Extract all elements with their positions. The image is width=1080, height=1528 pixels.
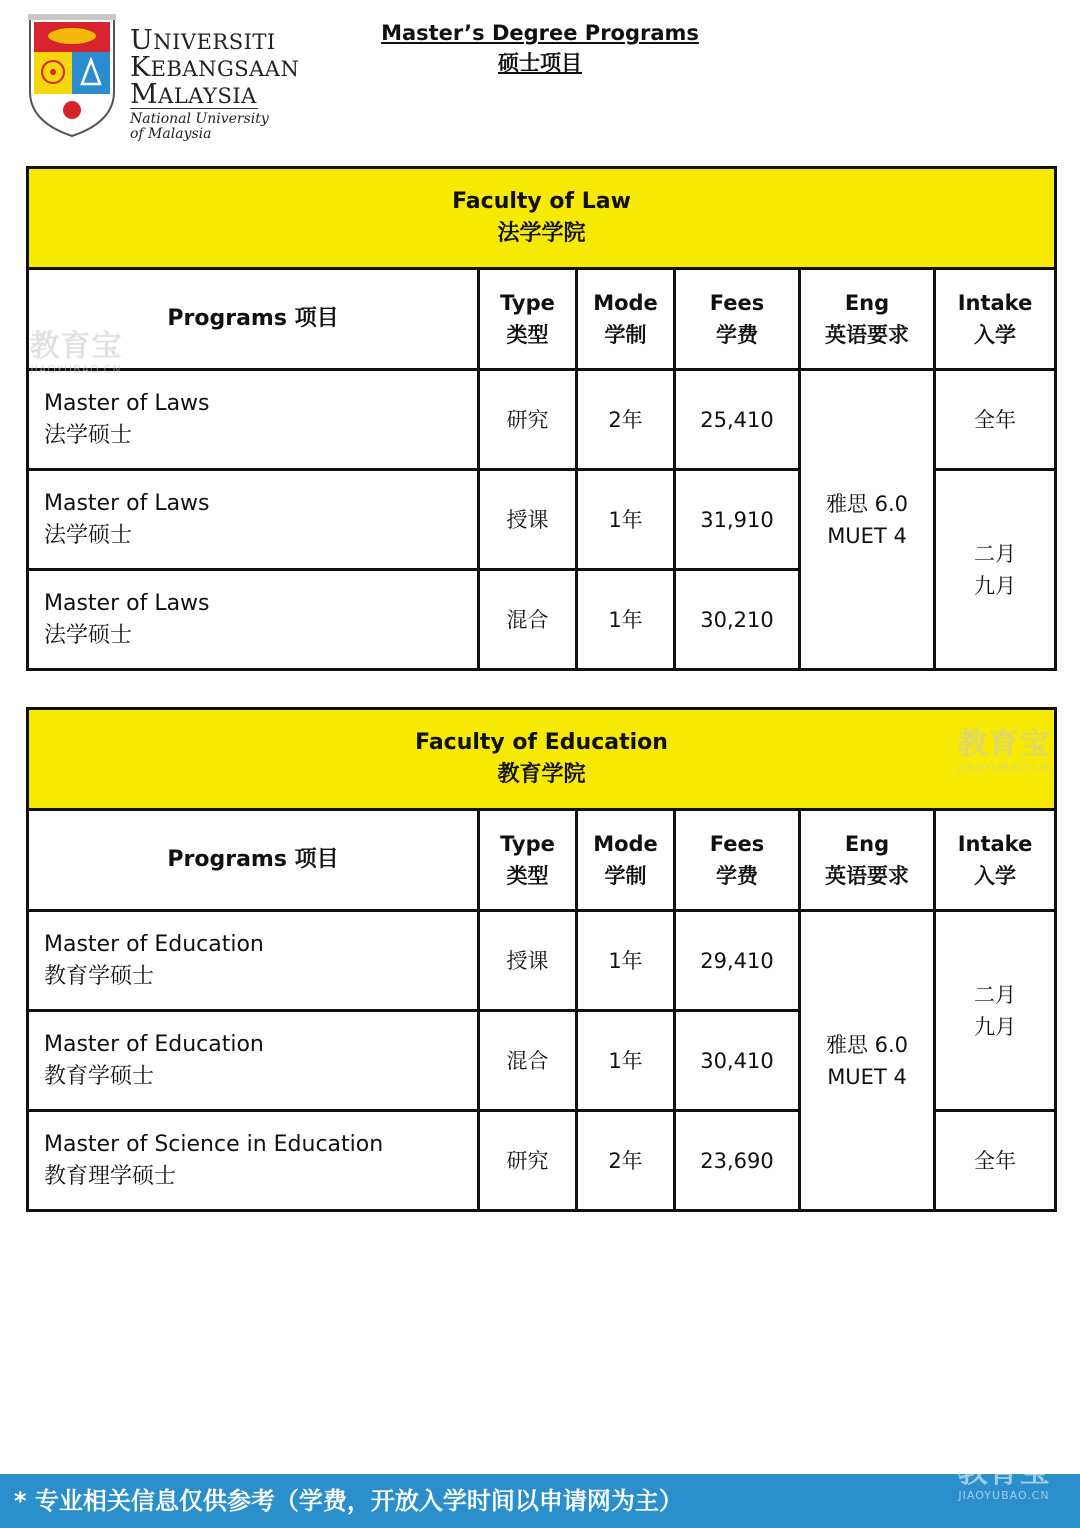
header-fees: Fees 学费 — [675, 269, 800, 370]
header-intake: Intake 入学 — [935, 269, 1056, 370]
program-name: Master of Education 教育学硕士 — [28, 911, 479, 1011]
program-fees: 29,410 — [675, 911, 800, 1011]
program-name: Master of Education 教育学硕士 — [28, 1011, 479, 1111]
program-name: Master of Laws 法学硕士 — [28, 570, 479, 670]
program-mode: 2年 — [577, 370, 675, 470]
table-row — [28, 370, 1056, 470]
program-fees: 25,410 — [675, 370, 800, 470]
program-type: 研究 — [479, 1111, 577, 1211]
header-programs: Programs 项目 — [28, 269, 479, 370]
education-programs-table — [26, 707, 1057, 1212]
intake: 全年 — [935, 370, 1056, 470]
program-type: 授课 — [479, 470, 577, 570]
program-fees: 23,690 — [675, 1111, 800, 1211]
header-programs: Programs 项目 — [28, 810, 479, 911]
program-fees: 31,910 — [675, 470, 800, 570]
program-mode: 1年 — [577, 911, 675, 1011]
english-requirement: 雅思 6.0 MUET 4 — [800, 370, 935, 670]
page-title-en: Master’s Degree Programs — [381, 21, 699, 45]
program-name: Master of Laws 法学硕士 — [28, 470, 479, 570]
header-intake: Intake 入学 — [935, 810, 1056, 911]
table-row — [28, 911, 1056, 1011]
program-fees: 30,210 — [675, 570, 800, 670]
program-name: Master of Laws 法学硕士 — [28, 370, 479, 470]
program-mode: 2年 — [577, 1111, 675, 1211]
program-type: 研究 — [479, 370, 577, 470]
watermark: 教育宝 JIAOYUBAO.CN — [957, 1455, 1051, 1502]
logo-subtitle: National University of Malaysia — [130, 111, 269, 142]
faculty-header: Faculty of Education 教育学院 — [28, 709, 1056, 810]
english-requirement: 雅思 6.0 MUET 4 — [800, 911, 935, 1211]
logo-line-2: KEBANGSAAN — [130, 52, 300, 83]
logo-line-1: UNIVERSITI — [130, 25, 276, 56]
program-name: Master of Science in Education 教育理学硕士 — [28, 1111, 479, 1211]
header-eng: Eng 英语要求 — [800, 810, 935, 911]
program-mode: 1年 — [577, 570, 675, 670]
header-type: Type 类型 — [479, 269, 577, 370]
column-headers — [28, 810, 1056, 911]
law-programs-table — [26, 166, 1057, 671]
page-title-zh: 硕士项目 — [498, 51, 582, 75]
intake: 二月 九月 — [935, 911, 1056, 1111]
footer-note: * 专业相关信息仅供参考（学费，开放入学时间以申请网为主） — [0, 1474, 1080, 1528]
header-type: Type 类型 — [479, 810, 577, 911]
column-headers — [28, 269, 1056, 370]
logo-line-3: MALAYSIA — [130, 79, 257, 110]
header-fees: Fees 学费 — [675, 810, 800, 911]
watermark: 教育宝 JIAOYUBAO.CN — [29, 329, 123, 376]
program-type: 混合 — [479, 570, 577, 670]
header-mode: Mode 学制 — [577, 810, 675, 911]
watermark: 教育宝 JIAOYUBAO.CN — [957, 727, 1051, 774]
page-title — [0, 18, 1080, 78]
intake: 全年 — [935, 1111, 1056, 1211]
logo-divider — [130, 108, 258, 109]
faculty-header: Faculty of Law 法学学院 — [28, 168, 1056, 269]
header-eng: Eng 英语要求 — [800, 269, 935, 370]
program-mode: 1年 — [577, 470, 675, 570]
intake: 二月 九月 — [935, 470, 1056, 670]
header-mode: Mode 学制 — [577, 269, 675, 370]
program-type: 混合 — [479, 1011, 577, 1111]
program-type: 授课 — [479, 911, 577, 1011]
program-fees: 30,410 — [675, 1011, 800, 1111]
program-mode: 1年 — [577, 1011, 675, 1111]
